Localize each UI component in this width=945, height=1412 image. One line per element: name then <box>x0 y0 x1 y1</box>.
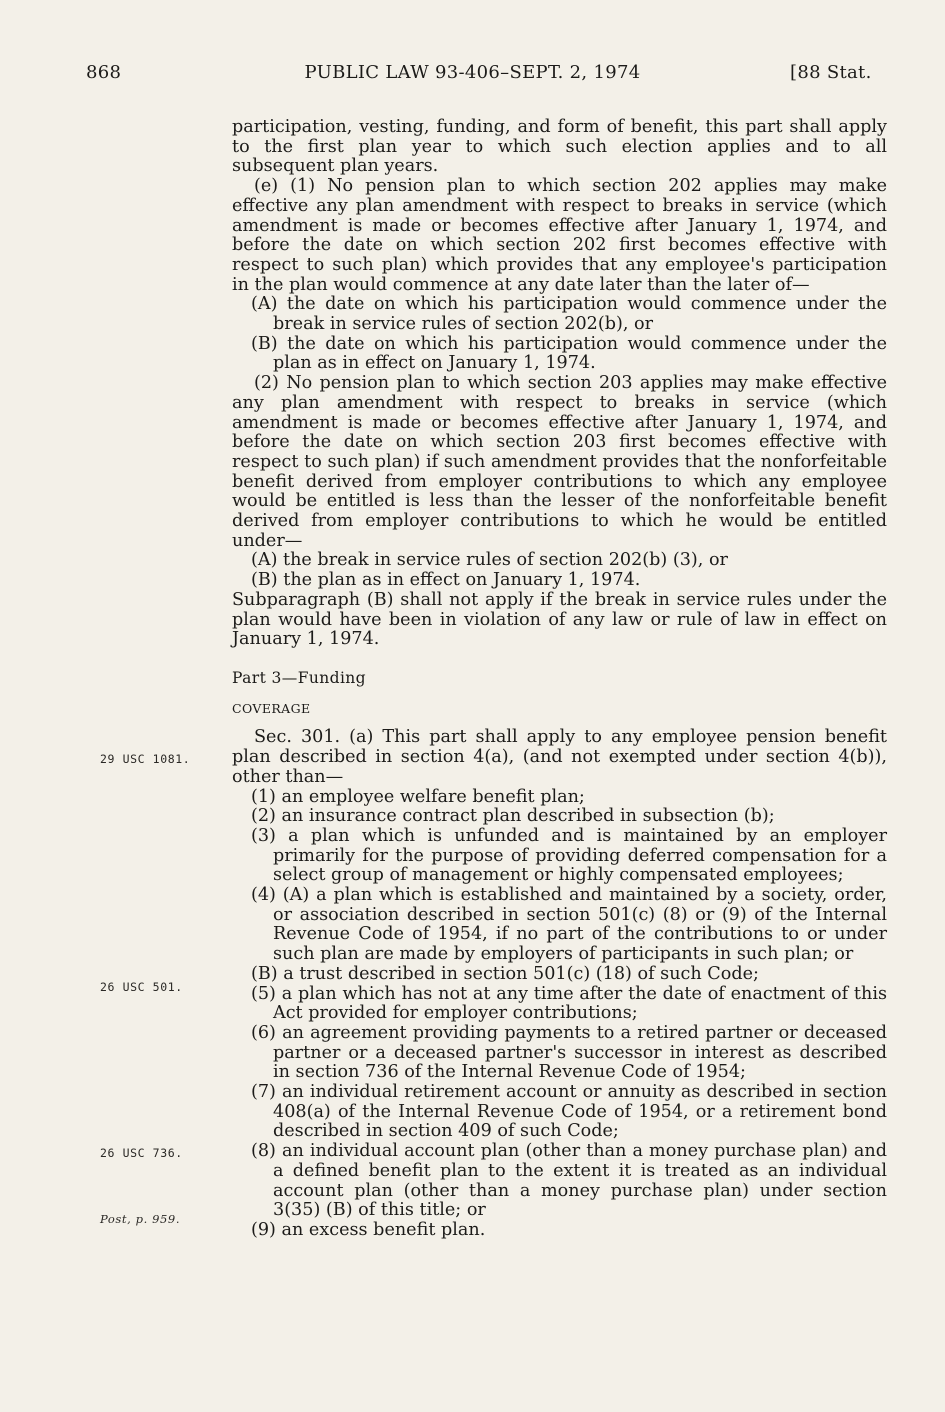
list-item: (3) a plan which is unfunded and is maintained by an employer primarily for the purpose of providing deferred compensation for a select group of management or highly compensated employees; <box>251 825 887 886</box>
body-text <box>232 118 887 1241</box>
page-header <box>0 62 945 92</box>
paragraph: Subparagraph (B) shall not apply if the break in service rules under the plan would have been in violation of any law or rule of law in effect on January 1, 1974. <box>232 589 887 650</box>
list-item: (6) an agreement providing payments to a retired partner or deceased partner or a deceased partner's successor in interest as described in section 736 of the Internal Revenue Code of 1954; <box>251 1022 887 1083</box>
running-title: PUBLIC LAW 93-406–SEPT. 2, 1974 <box>304 62 641 83</box>
paragraph: participation, vesting, funding, and form of benefit, this part shall apply to the first plan year to which such election applies and to all subsequent plan years. <box>232 117 887 177</box>
section-heading: COVERAGE <box>232 700 311 716</box>
list-item: (9) an excess benefit plan. <box>251 1219 486 1240</box>
list-item: (B) a trust described in section 501(c) (18) of such Code; <box>251 963 759 984</box>
margin-note-26-usc-501: 26 USC 501. <box>100 980 183 994</box>
list-item: (8) an individual account plan (other than a money purchase plan) and a defined benefit plan to the extent it is treated as an individual account plan (other than a money purchase plan) under section 3(35) (B) of this title; or <box>251 1141 887 1221</box>
list-item: (7) an individual retirement account or annuity as described in section 408(a) of the Internal Revenue Code of 1954, or a retirement bond described in section 409 of such Code; <box>251 1082 887 1142</box>
statute-volume: [88 Stat. <box>790 62 872 83</box>
paragraph: (A) the date on which his participation would commence under the break in service rules of section 202(b), or <box>251 294 887 335</box>
list-item: (1) an employee welfare benefit plan; <box>251 786 585 807</box>
list-item: (5) a plan which has not at any time after the date of enactment of this Act provided for employer contributions; <box>251 983 887 1024</box>
paragraph: (B) the date on which his participation would commence under the plan as in effect on January 1, 1974. <box>251 333 887 374</box>
margin-note-26-usc-736: 26 USC 736. <box>100 1146 183 1160</box>
paragraph: Sec. 301. (a) This part shall apply to any employee pension benefit plan described in section 4(a), (and not exempted under section 4(b)), other than— <box>232 727 887 787</box>
part-heading: Part 3—Funding <box>232 668 367 687</box>
paragraph: (e) (1) No pension plan to which section 202 applies may make effective any plan amendment with respect to breaks in service (which amendment is made or becomes effective after January 1, 1974, and before the date on which section 202 first becomes effective with respect to such plan) which provides that any employee's participation in the plan would commence at any date later than the later of— <box>232 176 887 295</box>
margin-note-29-usc-1081: 29 USC 1081. <box>100 752 191 766</box>
paragraph: (2) No pension plan to which section 203 applies may make effective any plan amendment with respect to breaks in service (which amendment is made or becomes effective after January 1, 1974, and before the date on which section 203 first becomes effective with respect to such plan) if such amendment provides that the nonforfeitable benefit derived from employer contributions to which any employee would be entitled is less than the lesser of the nonforfeitable benefit derived from employer contributions to which he would be entitled under— <box>232 373 887 551</box>
paragraph: (B) the plan as in effect on January 1, 1974. <box>251 570 641 591</box>
margin-note-post-reference: Post, p. 959. <box>100 1212 181 1226</box>
list-item: (2) an insurance contract plan described in subsection (b); <box>251 806 775 827</box>
list-item: (4) (A) a plan which is established and maintained by a society, order, or association described in section 501(c) (8) or (9) of the Internal Revenue Code of 1954, if no part of the contributions to or under such plan are made by employers of participants in such plan; or <box>251 885 887 965</box>
page-number: 868 <box>86 62 122 83</box>
paragraph: (A) the break in service rules of section 202(b) (3), or <box>251 550 728 571</box>
